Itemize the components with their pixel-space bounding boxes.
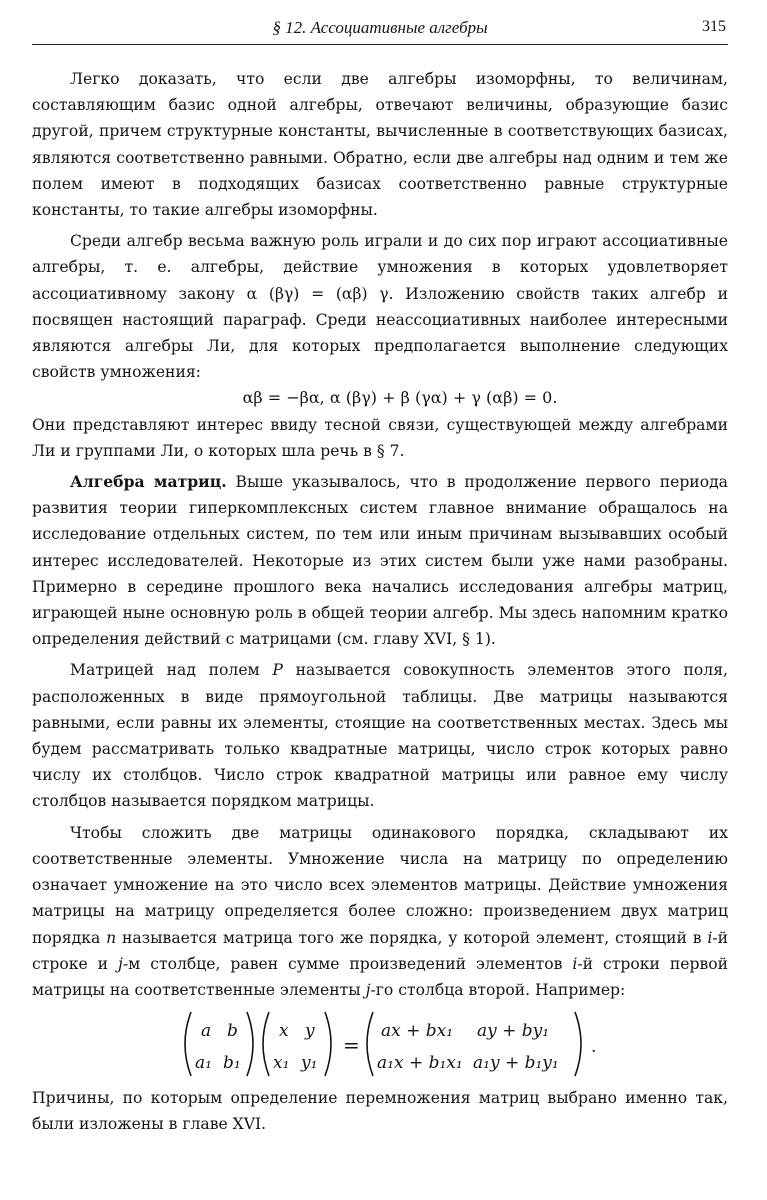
matrix-b-cell: x [279,1021,289,1042]
symbol-j: j [118,954,123,973]
text-run: Матрицей над полем [70,661,273,680]
matrix-c-cell: a₁y + b₁y₁ [473,1053,559,1074]
matrix-a-cell: a [201,1021,212,1042]
matrix-a-cell: b [227,1021,238,1042]
text-run: называется матрица того же порядка, у которой элемент, стоящий в [116,928,708,947]
section-title: § 12. Ассоциативные алгебры [272,18,488,37]
matrix-product-example [32,1003,728,1085]
left-paren [263,1012,269,1076]
text-run: Чтобы сложить две матрицы одинакового порядка, складывают их соответственные элементы. Умножение числа на матрицу по определению означает умножение на это число всех элементов матрицы. Действие умножения матрицы на матрицу определяется более сложно: произведением двух матриц порядка [32,823,728,947]
header-rule [32,44,728,45]
paragraph-matrix-definition [32,657,728,814]
paragraph-reasons: Причины, по которым определение перемножения матриц выбрано именно так, были изложены в главе XVI. [32,1089,728,1134]
symbol-P: P [272,661,283,680]
right-paren [247,1012,253,1076]
text-run: -й строке и [32,928,728,973]
matrix-b-cell: y₁ [301,1053,318,1074]
section-lead-matrix-algebra: Алгебра матриц. [70,472,227,492]
text-run: называется совокупность элементов этого поля, расположенных в виде прямоугольной таблицы. Две матрицы называются равными, если равны их элементы, стоящие на соответственных местах. Здесь мы будем рассматривать только квадратные матрицы, число строк которых равно числу их столбцов. Число строк квадратной матрицы или равное ему числу столбцов называется порядком матрицы. [32,661,728,811]
symbol-i: i [572,954,578,973]
matrix-c-cell: ay + by₁ [477,1021,550,1042]
matrix-equation-svg [177,1006,607,1082]
matrix-a-cell: a₁ [195,1053,212,1074]
left-paren [185,1012,191,1076]
lie-algebra-formula: αβ = −βα, α (βγ) + β (γα) + γ (αβ) = 0. [242,388,558,408]
period: . [591,1037,597,1058]
right-paren [325,1012,331,1076]
matrix-b-cell: x₁ [273,1053,290,1074]
paragraph-matrix-algebra-text: Выше указывалось, что в продолжение первого периода развития теории гиперкомплексных систем главное внимание обращалось на исследование отдельных систем, по тем или иным причинам вызывавших особый интерес исследователей. Некоторые из этих систем были уже нами разобраны. Примерно в середине прошлого века начались исследования алгебры матриц, играющей ныне основную роль в общей теории алгебр. Мы здесь напомним кратко определения действий с матрицами (см. главу XVI, § 1). [32,473,728,649]
symbol-i: i [707,928,713,947]
right-paren [575,1012,581,1076]
text-run: -м столбце, равен сумме произведений элементов [122,954,573,973]
matrix-c-cell: a₁x + b₁x₁ [377,1053,463,1074]
paragraph-matrix-algebra [32,469,728,652]
matrix-c-cell: ax + bx₁ [381,1021,454,1042]
equals-sign: = [343,1033,360,1058]
paragraph-lie-groups: Они представляют интерес ввиду тесной связи, существующей между алгебрами Ли и группами Ли, о которых шла речь в § 7. [32,415,728,460]
matrix-a-cell: b₁ [223,1053,241,1074]
running-head [32,18,728,40]
paragraph-isomorphism: Легко доказать, что если две алгебры изоморфны, то величинам, составляющим базис одной алгебры, отвечают величины, образующие базис другой, причем структурные константы, вычисленные в соответствующих базисах, являются соответственно равными. Обратно, если две алгебры над одним и тем же полем имеют в подходящих базисах соответственно равные структурные константы, то такие алгебры изоморфны. [32,70,728,220]
paragraph-matrix-operations [32,820,728,1003]
symbol-n: n [106,928,117,947]
left-paren [367,1012,373,1076]
page-body [32,66,728,1138]
paragraph-associative: Среди алгебр весьма важную роль играли и до сих пор играют ассоциативные алгебры, т. е. алгебры, действие умножения в которых удовлетворяет ассоциативному закону α (βγ) = (αβ) γ. Изложению свойств таких алгебр и посвящен настоящий параграф. Среди неассоциативных наиболее интересными являются алгебры Ли, для которых предполагается выполнение следующих свойств умножения: [32,232,728,382]
text-run: -й строки первой матрицы на соответственные элементы [32,954,729,999]
page-number: 315 [702,18,726,35]
matrix-b-cell: y [305,1021,315,1042]
symbol-j: j [365,980,371,999]
text-run: -го столбца второй. Например: [370,980,626,999]
